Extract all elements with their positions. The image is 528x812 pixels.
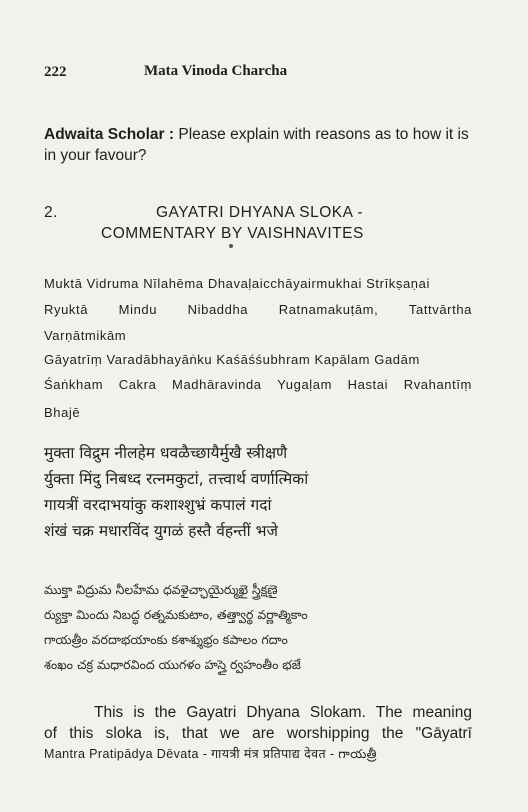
sloka-word: Rvahantīṃ [403, 377, 472, 392]
sloka-word: Tattvārtha [408, 302, 472, 317]
body-line: This is the Gayatri Dhyana Slokam. The meaning [94, 704, 472, 721]
sloka-roman-line [44, 377, 472, 392]
sloka-telugu-line: శంఖం చక్ర మధారవింద యుగళం హస్తై ర్వహంతీం భజే [44, 657, 301, 672]
sloka-roman-line: Varṇātmikām [44, 328, 127, 343]
speaker-label: Adwaita Scholar : [44, 126, 175, 143]
sloka-word: Hastai [347, 377, 389, 392]
sloka-devanagari-line: मुक्ता विद्रुम नीलहेम धवळैच्छायैर्मुखै स्त्रीक्षणै [44, 444, 288, 462]
sloka-telugu-line: ర్యుక్తా మిందు నిబద్ధ రత్నమకుటాం, తత్త్వార్థ వర్ణాత్మికాం [44, 607, 308, 622]
sloka-roman-line: Muktā Vidruma Nīlahēma Dhavaḷaicchāyairmukhai Strīkṣaṇai [44, 276, 430, 291]
body-paragraph [44, 702, 472, 765]
sloka-word: Mindu [118, 302, 158, 317]
sloka-word: Ratnamakuṭām, [278, 302, 379, 317]
sloka-devanagari-line: शंखं चक्र मधारविंद युगळं हस्तै र्वहन्तीं भजे [44, 522, 279, 540]
page-header [44, 63, 288, 81]
sloka-telugu-line: ముక్తా విద్రుమ నీలహేమ ధవళైచ్ఛాయైర్ముఖై స్త్రీక్షణై [44, 582, 278, 597]
bleed-through-text [290, 160, 520, 580]
sloka-roman-line: Bhajē [44, 405, 81, 420]
question-paragraph [44, 124, 472, 166]
sloka-devanagari-line: र्युक्ता मिंदु निबध्द रत्नमकुटां, तत्त्वार्थ वर्णात्मिकां [44, 470, 309, 488]
page-number: 222 [44, 64, 67, 80]
sloka-word: Nibaddha [187, 302, 249, 317]
question-text: Please explain with reasons as to how it is in your favour? [44, 126, 469, 164]
section-number: 2. [44, 204, 58, 221]
sloka-word: Madhāravinda [172, 377, 262, 392]
sloka-word: Cakra [118, 377, 157, 392]
section-title-line2: COMMENTARY BY VAISHNAVITES [101, 225, 364, 242]
body-line: Mantra Pratipādya Dēvata - गायत्री मंत्र प्रतिपाद्य देवत - గాయత్రీ [44, 747, 377, 761]
sloka-word: Ryuktā [44, 302, 89, 317]
sloka-roman-line [44, 302, 472, 317]
sloka-roman-line: Gāyatrīṃ Varadābhayāṅku Kaśāśśubhram Kapālam Gadām [44, 352, 420, 367]
sloka-telugu-line: గాయత్రీం వరదాభయాంకు కశాశ్శుభ్రం కపాలం గదాం [44, 632, 288, 647]
section-title-line1: GAYATRI DHYANA SLOKA - [156, 204, 364, 221]
sloka-word: Śaṅkham [44, 377, 104, 392]
running-title: Mata Vinoda Charcha [144, 63, 288, 79]
body-line: of this sloka is, that we are worshipping the "Gāyatrī [44, 725, 472, 742]
sloka-word: Yugaḷam [277, 377, 333, 392]
sloka-devanagari-line: गायत्रीं वरदाभयांकु कशाश्शुभ्रं कपालं गदां [44, 496, 272, 514]
ink-speck [229, 244, 233, 248]
